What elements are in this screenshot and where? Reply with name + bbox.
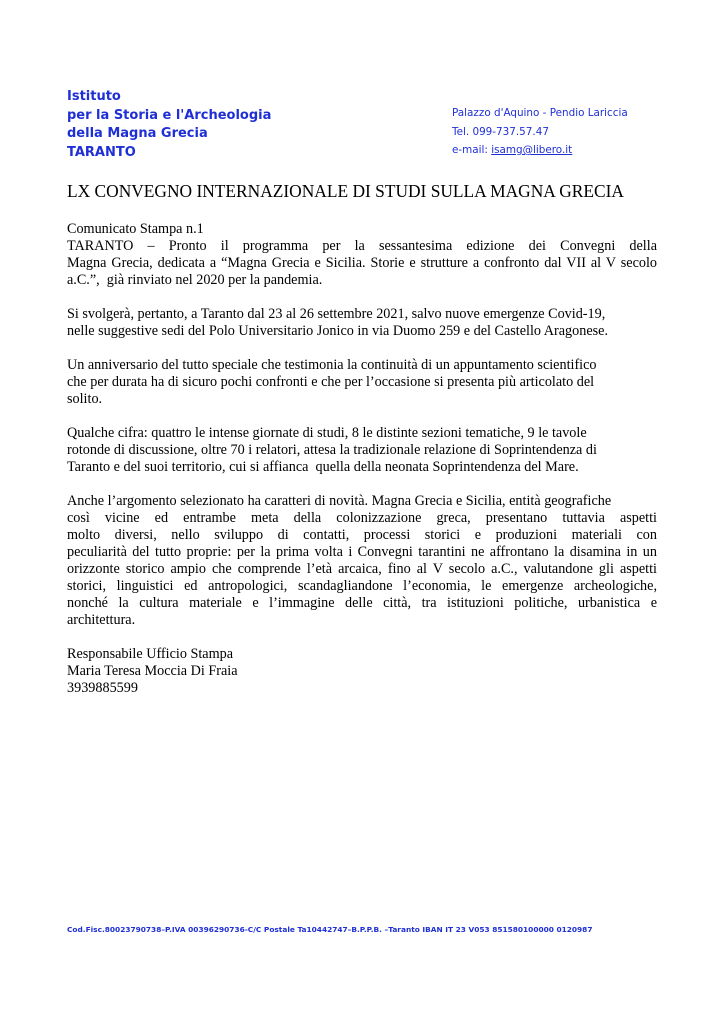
paragraph-line: così vicine ed entrambe meta della colonizzazione greca, presentano tuttavia aspetti bbox=[67, 510, 657, 526]
paragraph-line: a.C.”, già rinviato nel 2020 per la pandemia. bbox=[67, 272, 323, 288]
footer-fiscal-info: Cod.Fisc.80023790738–P.IVA 00396290736-C/C Postale Ta10442747–B.P.P.B. –Taranto IBAN IT 23 V053 851580100000 0120987 bbox=[67, 925, 593, 934]
institute-line-4: TARANTO bbox=[67, 144, 136, 160]
signature-block bbox=[67, 646, 657, 697]
paragraph-line: Si svolgerà, pertanto, a Taranto dal 23 al 26 settembre 2021, salvo nuove emergenze Covid-19, bbox=[67, 306, 606, 322]
institute-name bbox=[67, 88, 271, 162]
paragraph-line: peculiarità del tutto proprie: per la prima volta i Convegni tarantini ne affrontano la disamina in un bbox=[67, 544, 657, 560]
paragraph-line: Anche l’argomento selezionato ha caratteri di novità. Magna Grecia e Sicilia, entità geografiche bbox=[67, 493, 612, 509]
signature-name: Maria Teresa Moccia Di Fraia bbox=[67, 663, 238, 679]
contact-email-link[interactable]: isamg@libero.it bbox=[491, 144, 573, 156]
contact-phone: Tel. 099-737.57.47 bbox=[452, 125, 549, 138]
contact-email-row bbox=[452, 141, 628, 160]
contact-block bbox=[452, 104, 628, 160]
paragraph-line: orizzonte storico ampio che comprende l’età arcaica, fino al V secolo a.C., valutandone gli aspetti bbox=[67, 561, 657, 577]
signature-phone: 3939885599 bbox=[67, 680, 138, 696]
press-release-paragraph-2 bbox=[67, 306, 657, 340]
paragraph-line: Taranto e del suoi territorio, cui si affianca quella della neonata Soprintendenza del Mare. bbox=[67, 459, 579, 475]
paragraph-line: nonché la cultura materiale e l’immagine delle città, tra istituzioni politiche, urbanistica e bbox=[67, 595, 657, 611]
institute-line-2: per la Storia e l'Archeologia bbox=[67, 107, 272, 123]
paragraph-line: architettura. bbox=[67, 612, 136, 628]
paragraph-line: solito. bbox=[67, 391, 103, 407]
contact-email-prefix: e-mail: bbox=[452, 144, 492, 156]
institute-line-3: della Magna Grecia bbox=[67, 126, 208, 141]
paragraph-line: storici, linguistici ed antropologici, scandagliandone l’economia, le emergenze archeologiche, bbox=[67, 578, 657, 594]
press-release-label: Comunicato Stampa n.1 bbox=[67, 221, 204, 237]
paragraph-line: che per durata ha di sicuro pochi confronti e che per l’occasione si presenta più articolato del bbox=[67, 374, 595, 390]
signature-role: Responsabile Ufficio Stampa bbox=[67, 646, 234, 662]
contact-address: Palazzo d'Aquino - Pendio Lariccia bbox=[452, 107, 628, 119]
paragraph-line: TARANTO – Pronto il programma per la sessantesima edizione dei Convegni della bbox=[67, 238, 657, 254]
paragraph-line: Qualche cifra: quattro le intense giornate di studi, 8 le distinte sezioni tematiche, 9 le tavole bbox=[67, 425, 587, 441]
paragraph-line: molto diversi, nello sviluppo di contatti, processi storici e produzioni materiali con bbox=[67, 527, 657, 543]
press-release-paragraph-1 bbox=[67, 221, 657, 289]
paragraph-line: nelle suggestive sedi del Polo Universitario Jonico in via Duomo 259 e del Castello Aragonese. bbox=[67, 323, 608, 339]
paragraph-line: Magna Grecia, dedicata a “Magna Grecia e Sicilia. Storie e strutture a confronto dal VII al V secolo bbox=[67, 255, 657, 271]
institute-line-1: Istituto bbox=[67, 89, 121, 104]
press-release-paragraph-4 bbox=[67, 425, 657, 476]
press-release-paragraph-5 bbox=[67, 493, 657, 629]
paragraph-line: Un anniversario del tutto speciale che testimonia la continuità di un appuntamento scientifico bbox=[67, 357, 597, 373]
document-title: LX CONVEGNO INTERNAZIONALE DI STUDI SULLA MAGNA GRECIA bbox=[67, 181, 624, 201]
document-body bbox=[67, 221, 657, 714]
paragraph-line: rotonde di discussione, oltre 70 i relatori, attesa la tradizionale relazione di Soprintendenza di bbox=[67, 442, 597, 458]
press-release-paragraph-3 bbox=[67, 357, 657, 408]
